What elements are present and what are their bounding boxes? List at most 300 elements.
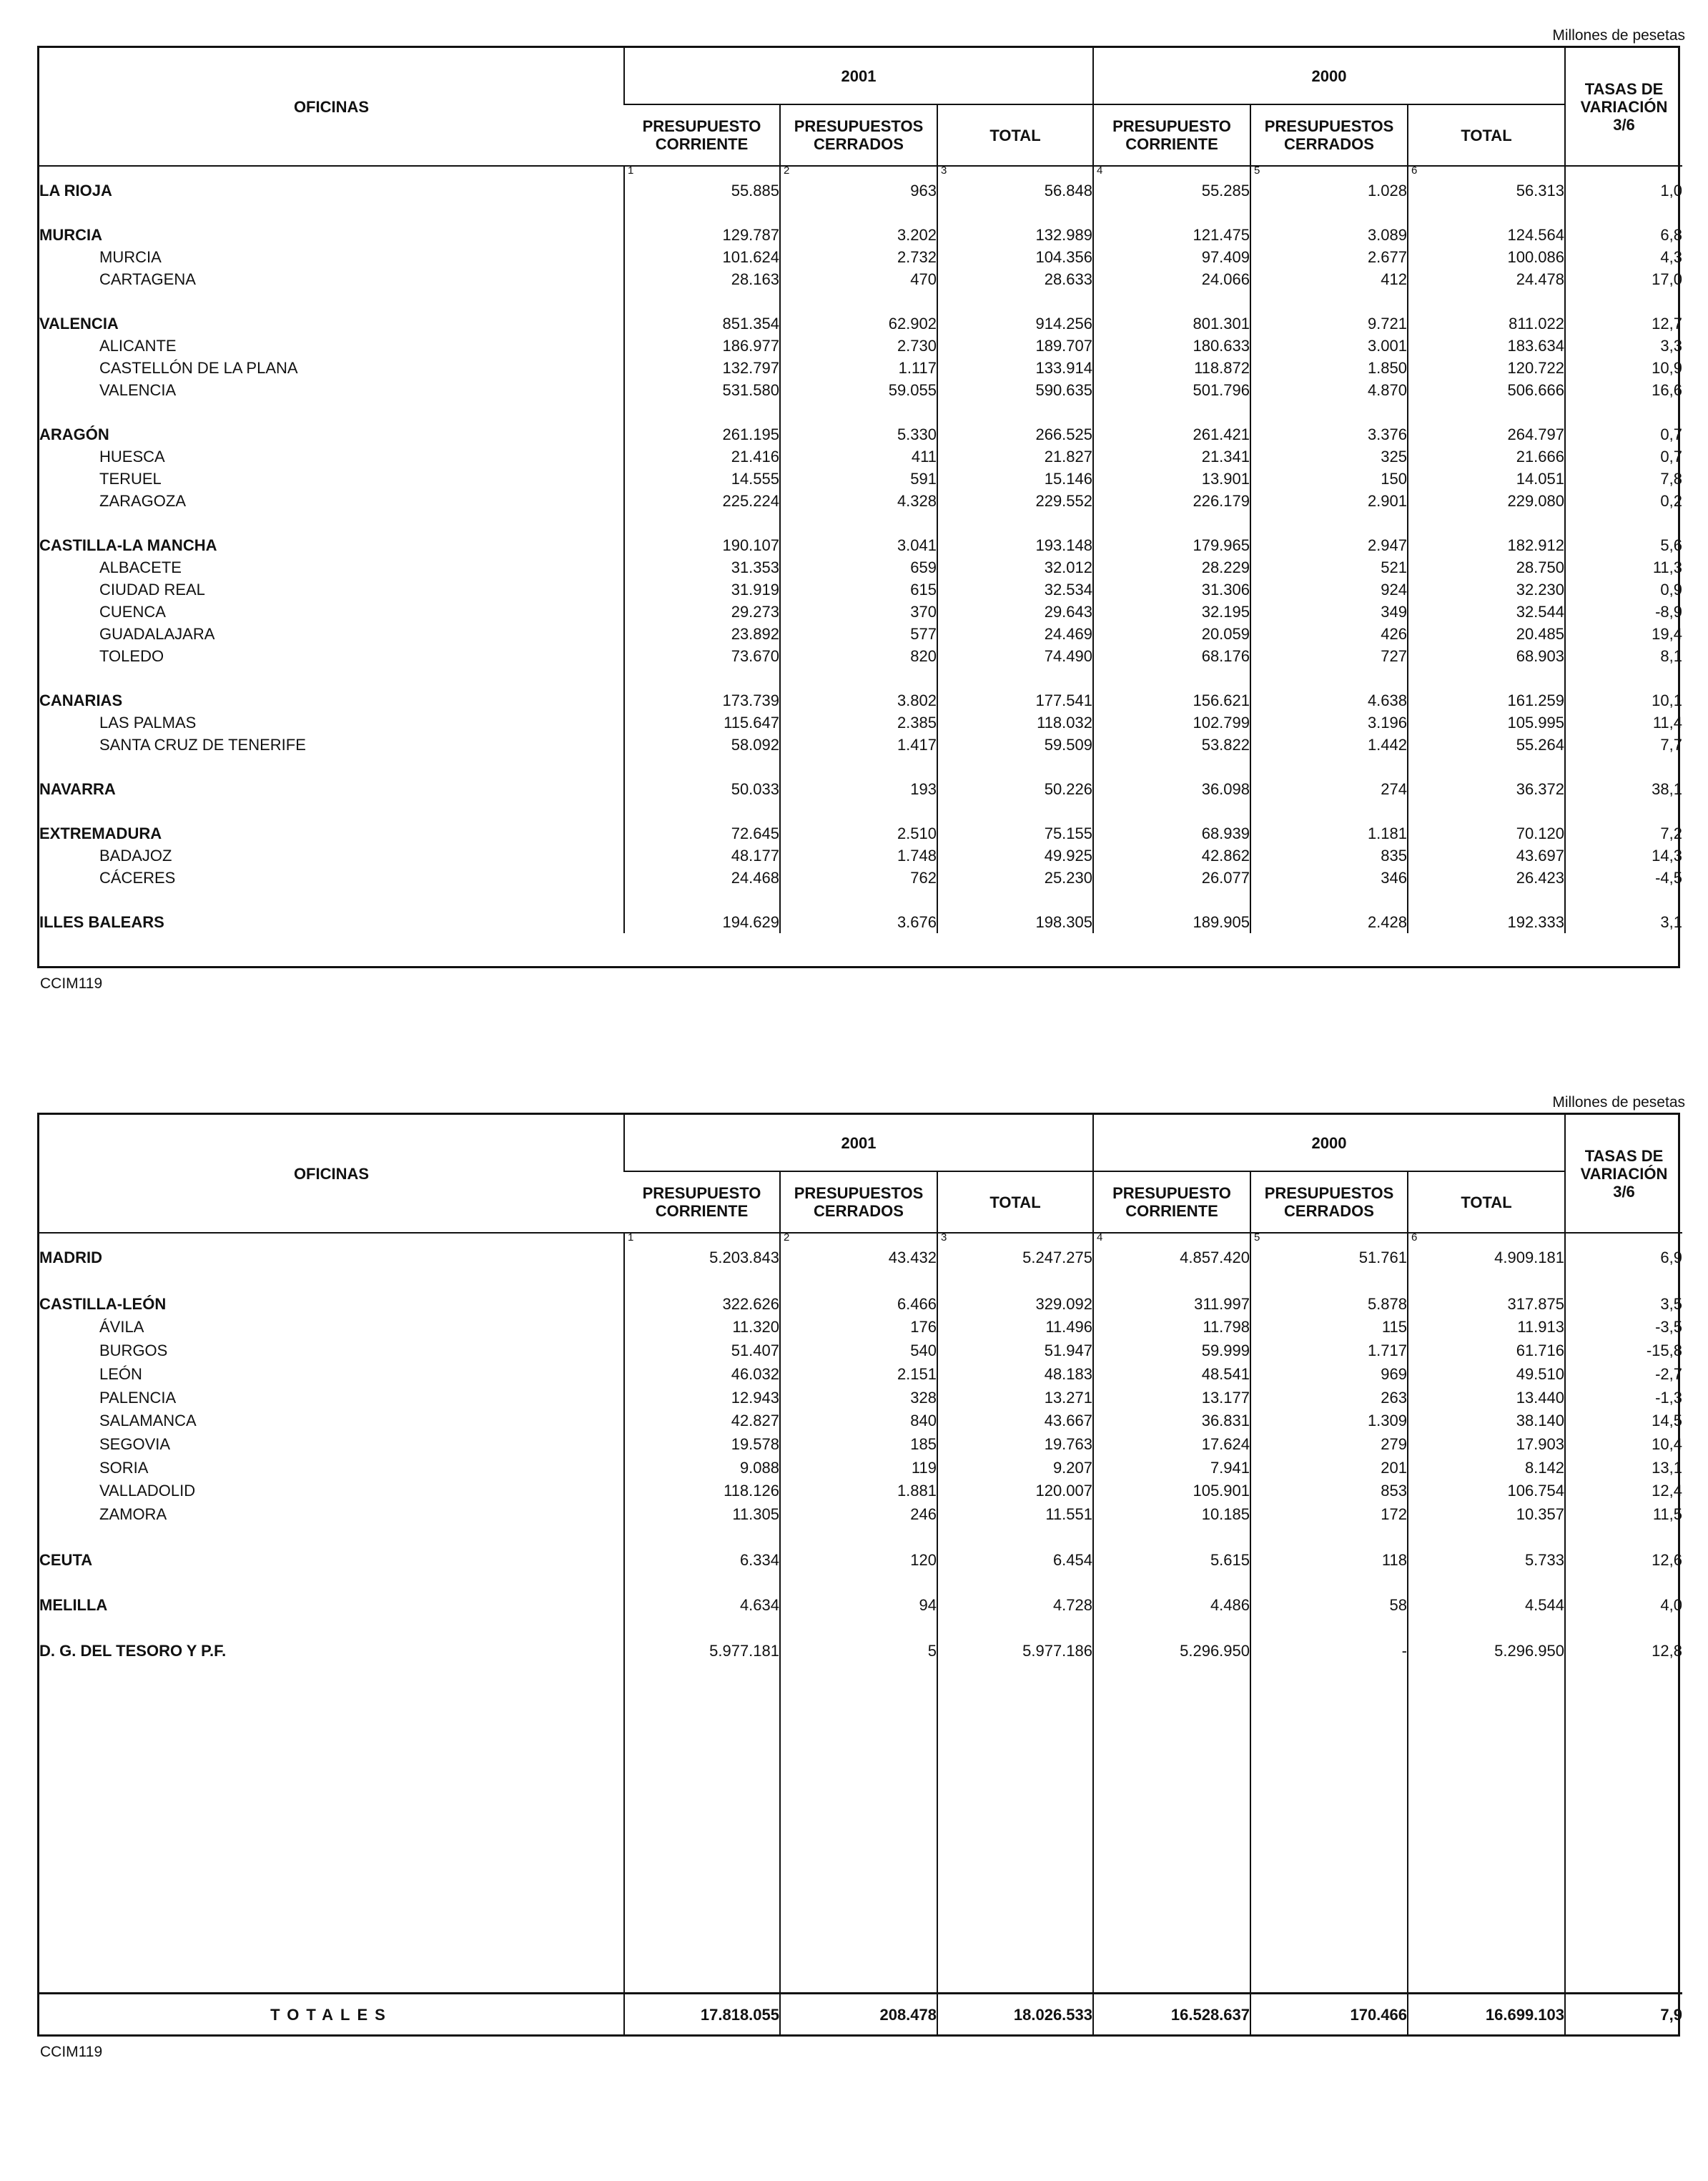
value-cell xyxy=(1250,335,1408,357)
value-cell xyxy=(624,1640,780,1663)
value-cell xyxy=(1250,601,1408,623)
value-cell xyxy=(624,1457,780,1480)
totals-row xyxy=(39,1994,1682,2035)
spacer-cell xyxy=(937,202,1093,224)
value-cell xyxy=(1250,246,1408,268)
value-cell xyxy=(937,1503,1093,1527)
spacer-cell xyxy=(39,1618,624,1640)
table-row xyxy=(39,1594,1682,1618)
office-name: HUESCA xyxy=(99,448,165,466)
spacer-cell xyxy=(1093,512,1250,534)
value-text: 615 xyxy=(910,581,937,599)
value-text: 17.624 xyxy=(1201,1434,1250,1453)
spacer-cell xyxy=(1408,290,1565,312)
value-cell xyxy=(937,268,1093,290)
value-cell xyxy=(624,224,780,246)
column-number: 3 xyxy=(941,1231,947,1244)
office-name: MURCIA xyxy=(39,226,102,244)
value-cell xyxy=(937,379,1093,401)
value-cell xyxy=(1565,645,1682,667)
table-row xyxy=(39,423,1682,445)
spacer-cell xyxy=(937,1618,1093,1640)
value-cell xyxy=(937,601,1093,623)
value-text: 26.423 xyxy=(1516,869,1564,887)
value-cell xyxy=(624,1316,780,1339)
data-table-2 xyxy=(39,1115,1682,2034)
value-cell xyxy=(624,579,780,601)
value-text: 11.913 xyxy=(1517,1318,1564,1336)
value-text: 25.230 xyxy=(1044,869,1092,887)
value-cell xyxy=(1565,1480,1682,1503)
value-text: 120.722 xyxy=(1507,359,1564,377)
office-name: TERUEL xyxy=(99,470,162,488)
units-label: Millones de pesetas xyxy=(1552,27,1685,44)
value-cell xyxy=(1408,1316,1565,1339)
value-text: 9.088 xyxy=(739,1458,779,1477)
spacer-cell xyxy=(1093,756,1250,778)
value-cell xyxy=(1250,822,1408,845)
value-cell xyxy=(1250,224,1408,246)
value-cell xyxy=(1250,645,1408,667)
value-cell xyxy=(780,1293,937,1316)
value-cell xyxy=(937,1457,1093,1480)
value-cell xyxy=(1093,357,1250,379)
spacer-row xyxy=(39,202,1682,224)
value-cell xyxy=(937,534,1093,556)
value-cell xyxy=(1250,734,1408,756)
value-text: 7,8 xyxy=(1660,470,1682,488)
value-cell xyxy=(937,645,1093,667)
value-cell xyxy=(780,734,937,756)
value-text: 0,9 xyxy=(1660,581,1682,599)
value-cell xyxy=(624,268,780,290)
value-text: 31.306 xyxy=(1201,581,1250,599)
header-presupuesto-corriente: PRESUPUESTO CORRIENTE xyxy=(624,1171,780,1233)
value-cell xyxy=(1250,1549,1408,1572)
value-cell xyxy=(624,1549,780,1572)
spacer-cell xyxy=(39,290,624,312)
value-text: 4.544 xyxy=(1524,1596,1564,1615)
value-cell xyxy=(624,1594,780,1618)
value-text: 31.919 xyxy=(731,581,779,599)
value-text: 1.850 xyxy=(1367,359,1407,377)
value-cell xyxy=(1565,224,1682,246)
value-cell xyxy=(1250,1594,1408,1618)
value-cell xyxy=(780,712,937,734)
spacer-cell xyxy=(937,756,1093,778)
value-text: 3.202 xyxy=(897,226,937,244)
header-year-2000: 2000 xyxy=(1093,1115,1565,1171)
table-row xyxy=(39,579,1682,601)
spacer-cell xyxy=(1408,401,1565,423)
office-name: GUADALAJARA xyxy=(99,625,215,643)
header-oficinas: OFICINAS xyxy=(39,1115,624,1233)
value-text: 801.301 xyxy=(1193,315,1250,333)
spacer-cell xyxy=(1250,290,1408,312)
value-text: 274 xyxy=(1381,780,1407,798)
value-cell xyxy=(1565,379,1682,401)
value-cell xyxy=(780,645,937,667)
value-text: 12,4 xyxy=(1652,1482,1682,1500)
table-row xyxy=(39,623,1682,645)
value-text: 118.126 xyxy=(724,1482,779,1500)
value-cell xyxy=(1408,645,1565,667)
value-cell xyxy=(1408,1640,1565,1663)
value-text: 11,5 xyxy=(1652,1505,1682,1524)
value-text: 5.247.275 xyxy=(1022,1249,1092,1266)
value-text: 51.407 xyxy=(731,1341,779,1360)
value-text: 100.086 xyxy=(1507,248,1564,266)
value-text: 3.376 xyxy=(1367,425,1407,443)
value-text: 266.525 xyxy=(1035,425,1092,443)
value-cell xyxy=(624,468,780,490)
value-cell xyxy=(1565,335,1682,357)
value-text: 105.901 xyxy=(1193,1482,1250,1500)
value-text: 12,7 xyxy=(1652,315,1682,333)
value-text: 72.645 xyxy=(731,824,779,842)
value-cell xyxy=(624,335,780,357)
spacer-cell xyxy=(1565,290,1682,312)
spacer-cell xyxy=(1565,1618,1682,1640)
value-cell xyxy=(1408,556,1565,579)
value-cell xyxy=(624,1409,780,1433)
spacer-cell xyxy=(1565,401,1682,423)
spacer-row xyxy=(39,667,1682,689)
value-cell xyxy=(780,1387,937,1410)
value-text: 118.032 xyxy=(1037,714,1092,732)
table-row xyxy=(39,734,1682,756)
value-text: 5.330 xyxy=(897,425,937,443)
value-cell xyxy=(1565,845,1682,867)
spacer-cell xyxy=(39,1527,624,1549)
value-cell xyxy=(1250,312,1408,335)
value-cell xyxy=(624,1339,780,1363)
value-text: 21.666 xyxy=(1516,448,1564,466)
value-cell xyxy=(780,1316,937,1339)
value-cell xyxy=(1093,1480,1250,1503)
spacer-cell xyxy=(780,800,937,822)
value-text: 7,2 xyxy=(1660,824,1682,842)
spacer-row xyxy=(39,512,1682,534)
value-text: 6.454 xyxy=(1052,1550,1092,1569)
value-text: 59.999 xyxy=(1201,1341,1250,1360)
spacer-cell xyxy=(1408,1572,1565,1594)
value-cell xyxy=(780,778,937,800)
value-cell xyxy=(1565,867,1682,889)
value-cell xyxy=(624,1503,780,1527)
value-cell xyxy=(1093,734,1250,756)
value-text: 811.022 xyxy=(1509,315,1564,333)
value-cell xyxy=(624,645,780,667)
office-name: VALENCIA xyxy=(99,381,177,399)
value-text: 17,0 xyxy=(1652,270,1682,288)
value-cell xyxy=(1565,423,1682,445)
value-cell xyxy=(1565,556,1682,579)
table-row xyxy=(39,224,1682,246)
spacer-cell xyxy=(624,667,780,689)
value-cell xyxy=(780,845,937,867)
value-cell xyxy=(1093,1387,1250,1410)
spacer-cell xyxy=(937,512,1093,534)
table-row xyxy=(39,1409,1682,1433)
filler-cell xyxy=(624,1663,780,1994)
value-text: 50.033 xyxy=(731,780,779,798)
value-cell xyxy=(624,734,780,756)
table-row xyxy=(39,335,1682,357)
value-text: 124.564 xyxy=(1507,226,1564,244)
value-cell xyxy=(1408,1293,1565,1316)
value-cell xyxy=(780,601,937,623)
table-row xyxy=(39,1387,1682,1410)
office-name: CÁCERES xyxy=(99,869,176,887)
data-table-1 xyxy=(39,48,1682,933)
value-text: 121.475 xyxy=(1193,226,1250,244)
value-text: 2.151 xyxy=(897,1364,937,1383)
spacer-cell xyxy=(937,1572,1093,1594)
value-text: 727 xyxy=(1381,647,1407,665)
value-text: -8,9 xyxy=(1655,603,1682,621)
value-text: 50.226 xyxy=(1044,780,1092,798)
value-cell xyxy=(780,224,937,246)
value-text: 470 xyxy=(910,270,937,288)
spacer-cell xyxy=(39,667,624,689)
value-text: 6.334 xyxy=(739,1550,779,1569)
table-row xyxy=(39,1480,1682,1503)
value-text: 14.555 xyxy=(731,470,779,488)
office-name: SALAMANCA xyxy=(99,1412,197,1430)
value-cell xyxy=(1565,1387,1682,1410)
spacer-cell xyxy=(1565,202,1682,224)
value-text: 2.947 xyxy=(1367,536,1407,554)
value-cell xyxy=(1250,1503,1408,1527)
total-value-cell: 16.528.637 xyxy=(1093,1994,1250,2035)
header-tasas: TASAS DE VARIACIÓN 3/6 xyxy=(1565,1115,1682,1233)
value-cell xyxy=(1093,1339,1250,1363)
value-cell xyxy=(1093,1363,1250,1387)
value-text: 1.181 xyxy=(1367,824,1407,842)
value-text: 49.510 xyxy=(1516,1364,1564,1383)
value-cell xyxy=(1093,1594,1250,1618)
value-cell xyxy=(1408,867,1565,889)
spacer-cell xyxy=(1408,889,1565,911)
value-text: 853 xyxy=(1381,1482,1407,1500)
filler-row xyxy=(39,1663,1682,1994)
value-text: 13,1 xyxy=(1652,1458,1682,1477)
value-text: 75.155 xyxy=(1044,824,1092,842)
value-text: 36.098 xyxy=(1201,780,1250,798)
office-name: CASTILLA-LEÓN xyxy=(39,1294,167,1313)
value-cell xyxy=(937,423,1093,445)
value-cell xyxy=(1250,778,1408,800)
value-cell xyxy=(780,867,937,889)
value-cell xyxy=(780,1594,937,1618)
value-text: 10.357 xyxy=(1516,1505,1564,1524)
value-text: 43.432 xyxy=(888,1249,937,1266)
value-text: 53.822 xyxy=(1201,736,1250,754)
table-frame-1 xyxy=(37,46,1680,968)
spacer-row xyxy=(39,756,1682,778)
value-text: 13.901 xyxy=(1201,470,1250,488)
value-text: 104.356 xyxy=(1035,248,1092,266)
value-cell xyxy=(1250,1363,1408,1387)
value-text: 10,1 xyxy=(1652,691,1682,709)
spacer-row xyxy=(39,1572,1682,1594)
value-cell xyxy=(937,911,1093,933)
value-cell xyxy=(1250,1233,1408,1271)
office-name: ILLES BALEARS xyxy=(39,913,164,931)
table-row xyxy=(39,556,1682,579)
value-text: 577 xyxy=(910,625,937,643)
value-text: 46.032 xyxy=(731,1364,779,1383)
office-name: PALENCIA xyxy=(99,1388,177,1407)
value-text: 1.309 xyxy=(1367,1412,1407,1430)
value-text: 1.748 xyxy=(897,847,937,865)
spacer-cell xyxy=(1093,667,1250,689)
value-cell xyxy=(780,490,937,512)
spacer-cell xyxy=(1565,889,1682,911)
spacer-cell xyxy=(1408,1618,1565,1640)
table-row xyxy=(39,445,1682,468)
office-name: NAVARRA xyxy=(39,780,116,798)
value-text: 14,3 xyxy=(1652,847,1682,865)
value-text: 48.177 xyxy=(731,847,779,865)
value-cell xyxy=(624,556,780,579)
value-cell xyxy=(1408,822,1565,845)
value-text: 193.148 xyxy=(1035,536,1092,554)
spacer-cell xyxy=(1565,1271,1682,1293)
value-cell xyxy=(780,1480,937,1503)
value-cell xyxy=(780,379,937,401)
value-cell xyxy=(1408,224,1565,246)
value-cell xyxy=(1093,689,1250,712)
value-cell xyxy=(937,1316,1093,1339)
value-text: 1.717 xyxy=(1367,1341,1407,1360)
office-name: SEGOVIA xyxy=(99,1434,171,1453)
value-cell xyxy=(1408,1387,1565,1410)
value-text: 1.881 xyxy=(897,1482,937,1500)
value-cell xyxy=(1093,845,1250,867)
value-cell xyxy=(1250,911,1408,933)
spacer-cell xyxy=(624,1618,780,1640)
value-text: 119 xyxy=(911,1458,937,1477)
spacer-cell xyxy=(624,1271,780,1293)
table-row xyxy=(39,379,1682,401)
spacer-cell xyxy=(1408,1527,1565,1549)
value-text: 58.092 xyxy=(731,736,779,754)
value-text: 4,0 xyxy=(1660,1596,1682,1615)
value-cell xyxy=(1565,911,1682,933)
value-text: 4.328 xyxy=(897,492,937,510)
value-text: 4.486 xyxy=(1210,1596,1250,1615)
value-text: 311.997 xyxy=(1194,1294,1250,1313)
value-cell xyxy=(1408,623,1565,645)
value-cell xyxy=(1565,1316,1682,1339)
value-cell xyxy=(1565,1457,1682,1480)
table-row xyxy=(39,268,1682,290)
value-cell xyxy=(1093,335,1250,357)
value-cell xyxy=(1250,445,1408,468)
value-cell xyxy=(937,1233,1093,1271)
value-text: 11,4 xyxy=(1652,714,1682,732)
value-text: 317.875 xyxy=(1507,1294,1564,1313)
value-text: 506.666 xyxy=(1507,381,1564,399)
value-cell xyxy=(624,246,780,268)
value-cell xyxy=(780,1363,937,1387)
value-cell xyxy=(937,822,1093,845)
value-cell xyxy=(1408,1433,1565,1457)
value-cell xyxy=(1093,268,1250,290)
value-cell xyxy=(1408,911,1565,933)
footer-code: CCIM119 xyxy=(40,2044,103,2060)
column-number: 1 xyxy=(628,1231,634,1244)
spacer-cell xyxy=(1250,1618,1408,1640)
filler-cell xyxy=(39,1663,624,1994)
value-text: 13.271 xyxy=(1044,1388,1092,1407)
table-row xyxy=(39,246,1682,268)
value-text: 21.416 xyxy=(731,448,779,466)
value-cell xyxy=(1565,1293,1682,1316)
table-row xyxy=(39,1363,1682,1387)
table-row xyxy=(39,1457,1682,1480)
value-text: 426 xyxy=(1381,625,1407,643)
value-text: 12,8 xyxy=(1652,1642,1682,1660)
office-name: LEÓN xyxy=(99,1364,142,1383)
header-year-2001: 2001 xyxy=(624,48,1093,104)
value-cell xyxy=(624,379,780,401)
value-text: 264.797 xyxy=(1507,425,1564,443)
value-cell xyxy=(624,822,780,845)
value-text: 32.544 xyxy=(1516,603,1564,621)
value-text: 32.012 xyxy=(1044,558,1092,576)
value-cell xyxy=(1093,911,1250,933)
value-cell xyxy=(1250,623,1408,645)
value-text: 10.185 xyxy=(1201,1505,1250,1524)
office-name: TOLEDO xyxy=(99,647,164,665)
table-row xyxy=(39,822,1682,845)
value-text: 1,0 xyxy=(1660,182,1682,200)
value-cell xyxy=(1565,1409,1682,1433)
value-cell xyxy=(937,734,1093,756)
value-text: 4.728 xyxy=(1052,1596,1092,1615)
value-cell xyxy=(780,689,937,712)
value-text: 11.798 xyxy=(1203,1318,1250,1336)
value-text: 180.633 xyxy=(1193,337,1250,355)
spacer-cell xyxy=(624,756,780,778)
value-cell xyxy=(1408,268,1565,290)
value-text: 2.732 xyxy=(897,248,937,266)
value-cell xyxy=(1093,246,1250,268)
value-text: 70.120 xyxy=(1516,824,1564,842)
value-text: 51.947 xyxy=(1044,1341,1092,1360)
value-text: 173.739 xyxy=(722,691,779,709)
value-text: 14,5 xyxy=(1652,1412,1682,1430)
total-value-cell: 17.818.055 xyxy=(624,1994,780,2035)
value-text: 10,4 xyxy=(1652,1434,1682,1453)
value-cell xyxy=(780,1233,937,1271)
value-text: -3,5 xyxy=(1655,1318,1682,1336)
value-cell xyxy=(1408,1503,1565,1527)
value-text: 840 xyxy=(910,1412,937,1430)
value-cell xyxy=(937,1549,1093,1572)
value-text: 19.578 xyxy=(731,1434,779,1453)
value-cell xyxy=(624,845,780,867)
value-text: 0,7 xyxy=(1660,448,1682,466)
value-cell xyxy=(1250,1387,1408,1410)
spacer-cell xyxy=(780,756,937,778)
value-text: 115 xyxy=(1381,1318,1407,1336)
value-cell xyxy=(1408,379,1565,401)
value-cell xyxy=(1093,1640,1250,1663)
